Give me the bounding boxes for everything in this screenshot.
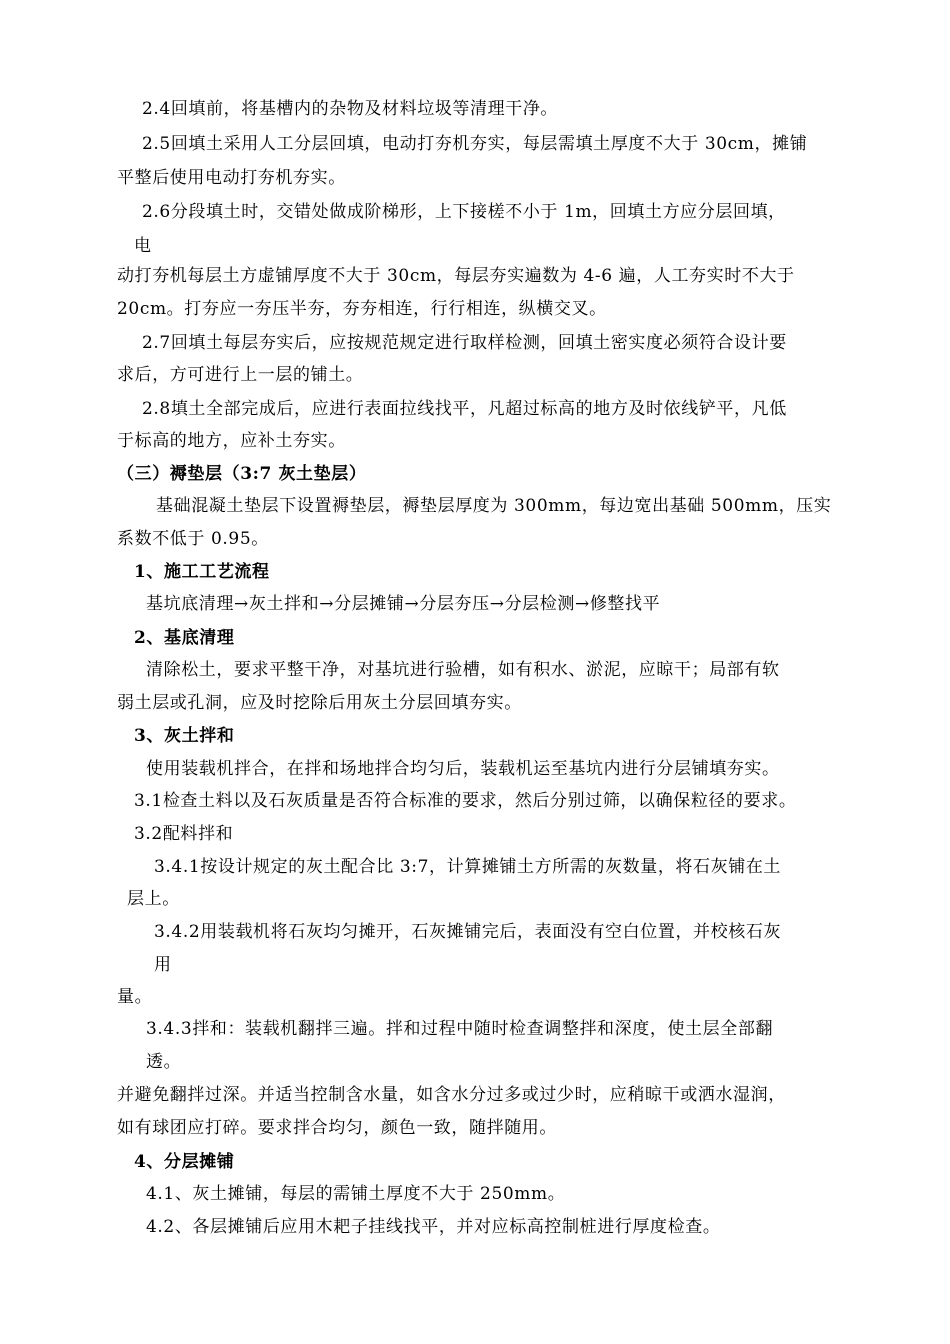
paragraph-line: 4.2、各层摊铺后应用木耙子挂线找平，并对应标高控制桩进行厚度检查。 [146, 1217, 721, 1237]
subsection-heading: 1、施工工艺流程 [134, 562, 270, 582]
subsection-heading: 4、分层摊铺 [134, 1152, 235, 1172]
subsection-heading: 2、基底清理 [134, 628, 235, 648]
paragraph-line: 并避免翻拌过深。并适当控制含水量，如含水分过多或过少时，应稍晾干或洒水湿润， [117, 1085, 786, 1105]
paragraph-line: 3.4.1按设计规定的灰土配合比 3:7，计算摊铺土方所需的灰数量，将石灰铺在土 [154, 857, 782, 877]
paragraph-line: 2.4回填前，将基槽内的杂物及材料垃圾等清理干净。 [142, 99, 559, 119]
paragraph-line: 于标高的地方，应补土夯实。 [117, 431, 346, 451]
paragraph-line: 平整后使用电动打夯机夯实。 [117, 168, 346, 188]
paragraph-line: 基坑底清理→灰土拌和→分层摊铺→分层夯压→分层检测→修整找平 [146, 594, 661, 614]
paragraph-line: 量。 [117, 987, 153, 1007]
paragraph-line: 3.4.3拌和：装载机翻拌三遍。拌和过程中随时检查调整拌和深度，使土层全部翻 [146, 1019, 774, 1039]
paragraph-line: 系数不低于 0.95。 [117, 529, 269, 549]
paragraph-line: 如有球团应打碎。要求拌合均匀，颜色一致，随拌随用。 [117, 1118, 557, 1138]
paragraph-line: 2.8填土全部完成后，应进行表面拉线找平，凡超过标高的地方及时依线铲平，凡低 [142, 399, 787, 419]
paragraph-line: 求后，方可进行上一层的铺土。 [117, 365, 364, 385]
paragraph-line: 20cm。打夯应一夯压半夯，夯夯相连，行行相连，纵横交叉。 [117, 299, 607, 319]
paragraph-line: 2.7回填土每层夯实后，应按规范规定进行取样检测，回填土密实度必须符合设计要 [142, 333, 787, 353]
paragraph-line: 电 [134, 236, 152, 256]
paragraph-line: 3.2配料拌和 [134, 824, 234, 844]
paragraph-line: 2.6分段填土时，交错处做成阶梯形，上下接槎不小于 1m，回填土方应分层回填， [142, 202, 786, 222]
paragraph-line: 3.4.2用装载机将石灰均匀摊开，石灰摊铺完后，表面没有空白位置，并校核石灰 [154, 922, 782, 942]
paragraph-line: 基础混凝土垫层下设置褥垫层，褥垫层厚度为 300mm，每边宽出基础 500mm，压实 [156, 496, 832, 516]
paragraph-line: 透。 [146, 1052, 182, 1072]
paragraph-line: 2.5回填土采用人工分层回填，电动打夯机夯实，每层需填土厚度不大于 30cm，摊铺 [142, 134, 808, 154]
paragraph-line: 3.1检查土料以及石灰质量是否符合标准的要求，然后分别过筛，以确保粒径的要求。 [134, 791, 797, 811]
paragraph-line: 动打夯机每层土方虚铺厚度不大于 30cm，每层夯实遍数为 4-6 遍，人工夯实时不大于 [117, 266, 795, 286]
paragraph-line: 层上。 [127, 889, 180, 909]
paragraph-line: 弱土层或孔洞，应及时挖除后用灰土分层回填夯实。 [117, 693, 522, 713]
paragraph-line: 用 [154, 955, 172, 975]
section-heading: （三）褥垫层（3:7 灰土垫层） [117, 464, 367, 484]
paragraph-line: 清除松土，要求平整干净，对基坑进行验槽，如有积水、淤泥，应晾干；局部有软 [146, 660, 780, 680]
paragraph-line: 使用装载机拌合，在拌和场地拌合均匀后，装载机运至基坑内进行分层铺填夯实。 [146, 759, 780, 779]
subsection-heading: 3、灰土拌和 [134, 726, 235, 746]
paragraph-line: 4.1、灰土摊铺，每层的需铺土厚度不大于 250mm。 [146, 1184, 566, 1204]
